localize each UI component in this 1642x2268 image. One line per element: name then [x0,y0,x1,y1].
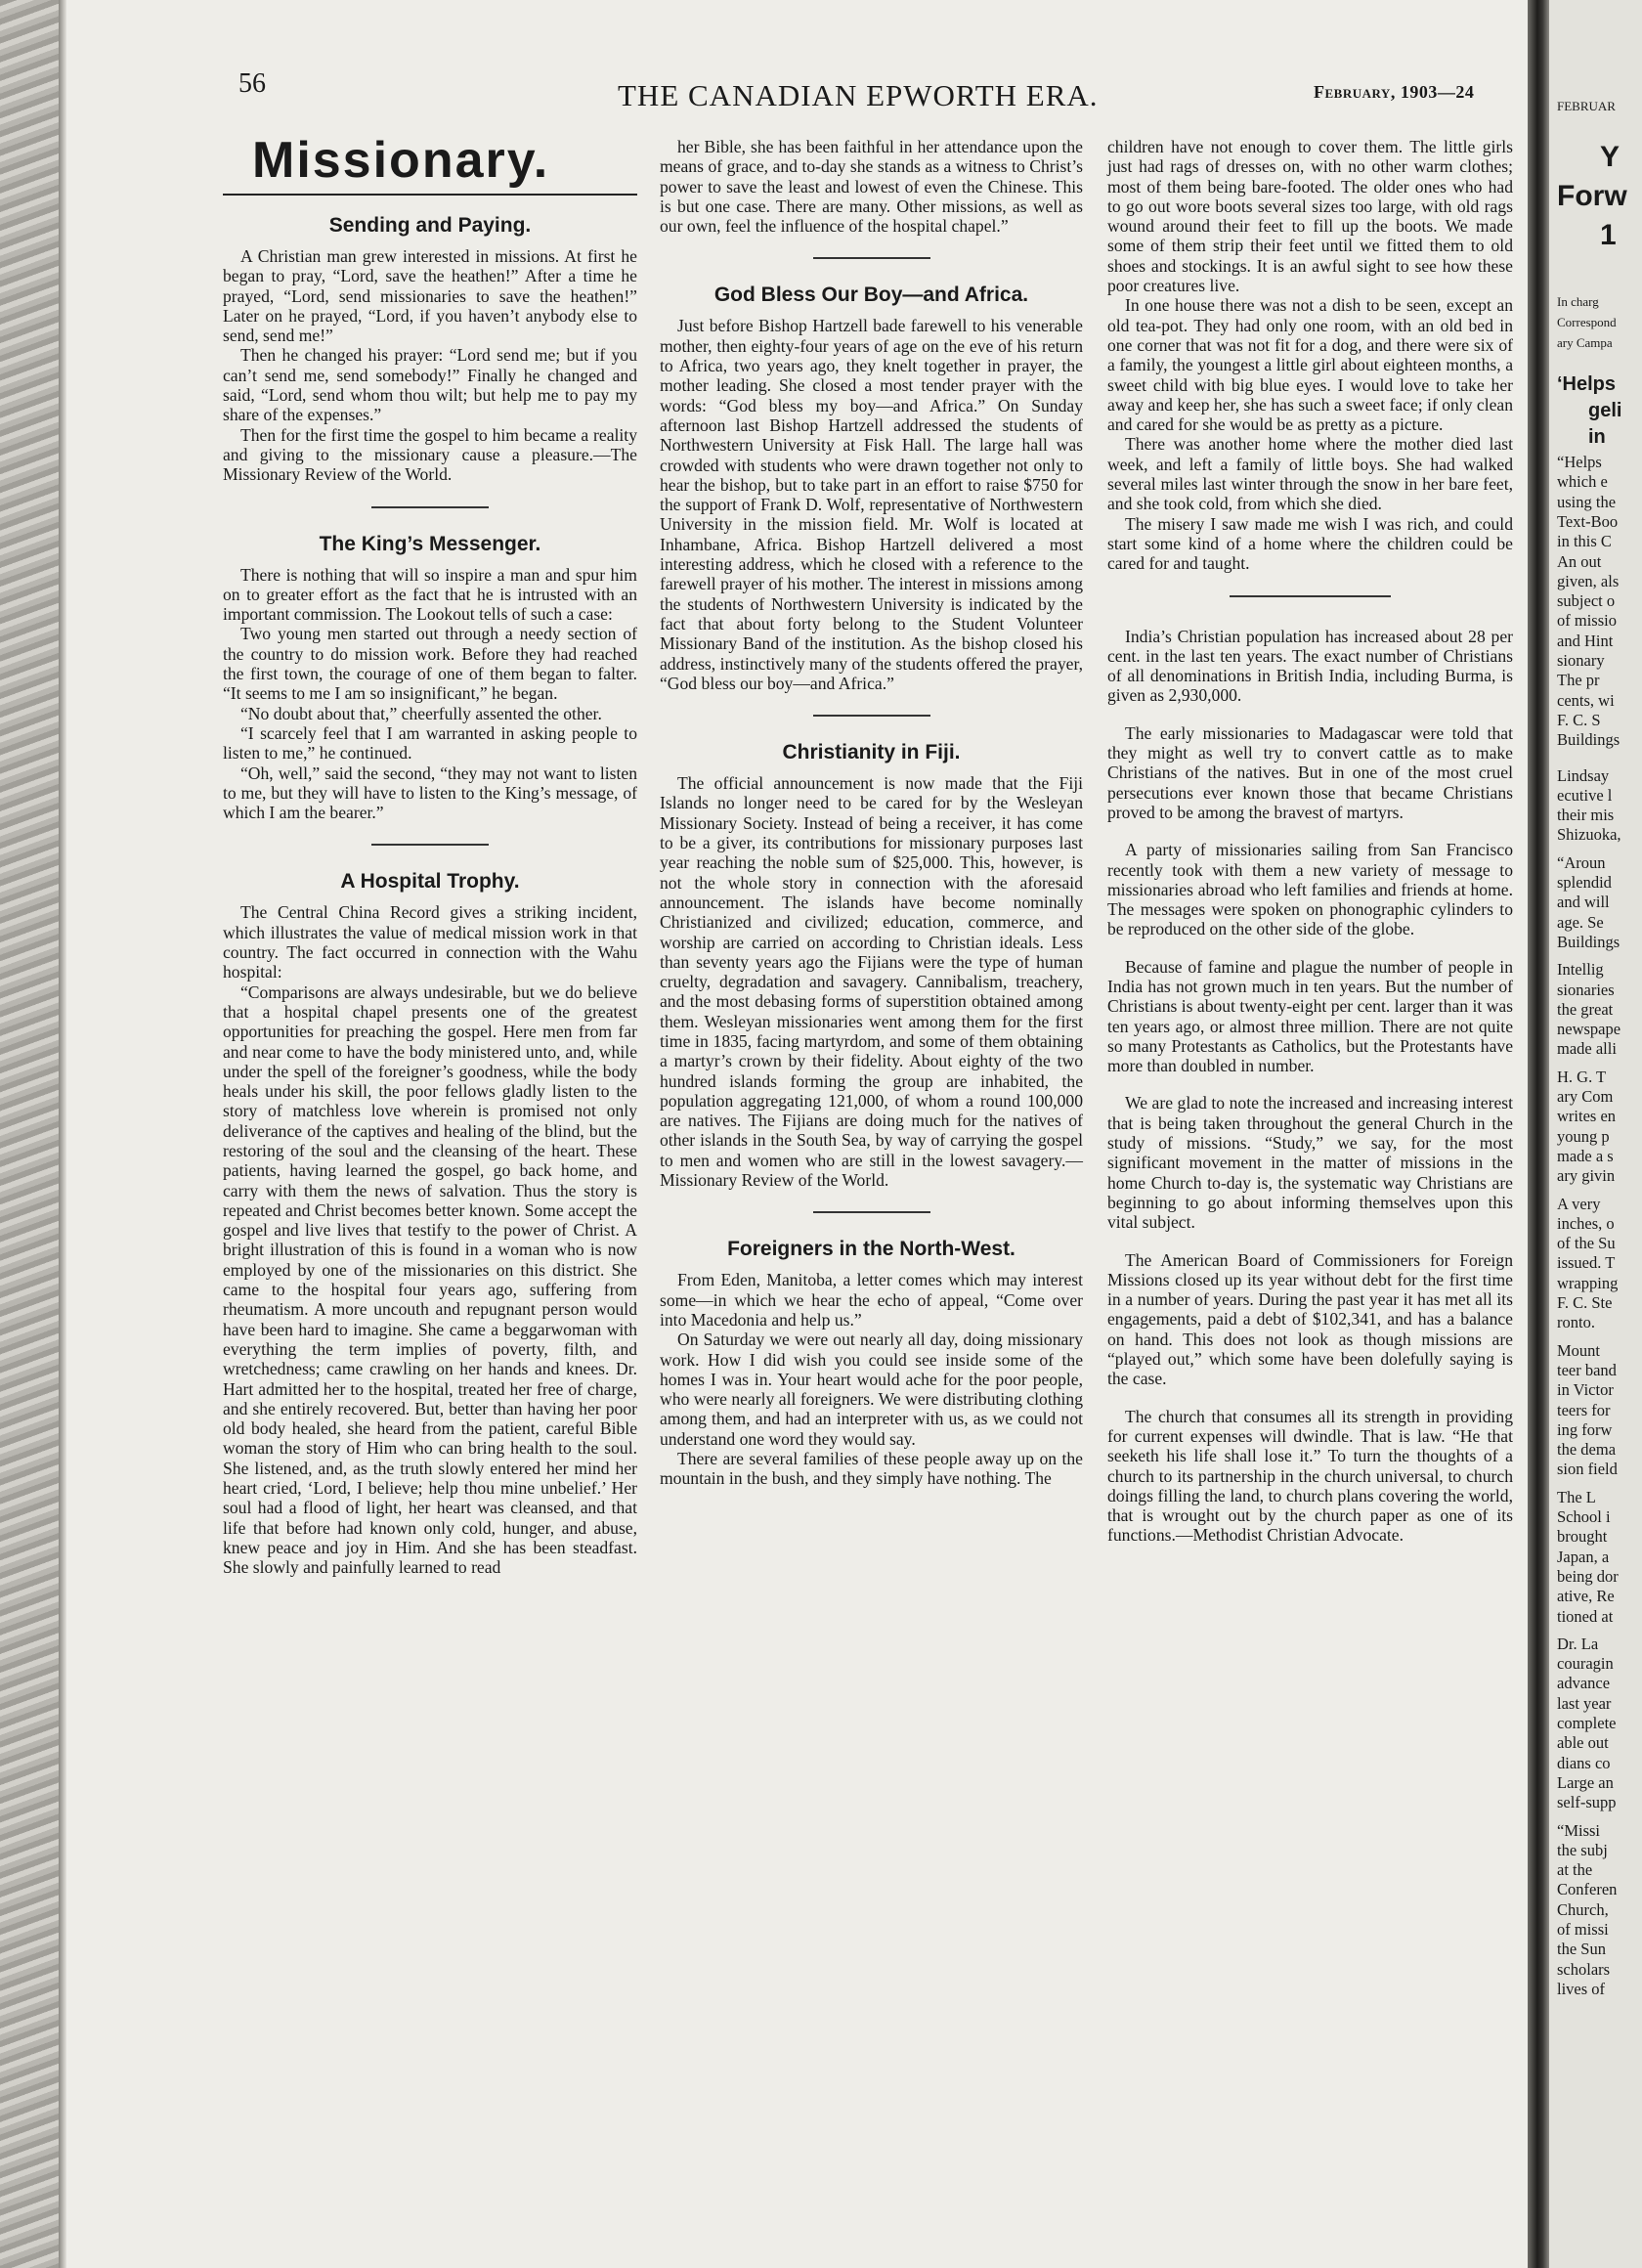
adjacent-line: “Helps [1557,453,1602,471]
article-title: God Bless Our Boy—and Africa. [713,284,1029,307]
adjacent-page [1549,0,1642,2268]
adjacent-line: sion field [1557,1460,1618,1479]
adjacent-line: Intellig [1557,960,1604,980]
news-item: The American Board of Commissioners for Foreign Missions closed up its year without debt for the first time in a number of years. During the past year it has met all its engagements, paid a debt of $102,341, and has a balance on hand. This does not look as though missions are “played out,” which some have been dolefully saying is the case. [1107,1249,1513,1389]
adjacent-line: the great [1557,999,1614,1019]
adjacent-line: brought [1557,1527,1608,1547]
adjacent-line: and Hint [1557,631,1614,650]
adjacent-line: Buildings [1557,730,1620,750]
department-rule [223,194,637,196]
news-item: A party of missionaries sailing from San Francisco recently took with them a new variety of message to missionaries abroad who left families and friends at home. The messages were spoken on phonographic cylinders to be reproduced on the other side of the globe. [1107,840,1513,939]
paragraph: The misery I saw made me wish I was rich, and could start some kind of a home where the children could be cared for and taught. [1107,513,1513,574]
adjacent-subhead: in [1588,426,1606,448]
adjacent-line: their mis [1557,806,1615,825]
journal-title: THE CANADIAN EPWORTH ERA. [618,78,1099,112]
article-separator [813,257,930,259]
adjacent-line: in this C [1557,532,1612,551]
article-body [660,773,1083,1190]
paragraph: “I scarcely feel that I am warranted in asking people to listen to me,” he continued. [223,722,637,763]
adjacent-line: ronto. [1557,1313,1595,1332]
paragraph: children have not enough to cover them. The little girls just had rags of dresses on, with no other warm clothes; most of them being bare-footed. The older ones who had to go out wore boots several sizes too large, with old rags wound around their feet to fill up the boots. We made some of them strip their feet until we fitted them to old shoes and stockings. It is an awful sight to see how these poor creatures live. [1107,137,1513,296]
adjacent-line: subject o [1557,591,1616,611]
paragraph: On Saturday we were out nearly all day, doing missionary work. How I did wish you could see inside some of the homes I was in. Your heart would ache for the poor people, who were nearly all foreigners. We were distributing clothing among them, and had an interpreter with us, as we could not understand one word they would say. [660,1330,1083,1449]
adjacent-title: 1 [1600,219,1617,251]
adjacent-intro: In charg [1557,294,1599,309]
column-1 [223,132,637,1578]
news-item: The early missionaries to Madagascar were told that they might as well try to convert cattle as to make Christians of the natives. But in one of the most cruel persecutions ever known those that became Christians proved to be among the bravest of martyrs. [1107,722,1513,822]
article-separator [371,506,489,508]
adjacent-line: inches, o [1557,1213,1615,1233]
binding-edge [0,0,59,2268]
article-separator [371,844,489,846]
article-separator [813,715,930,717]
adjacent-line: teers for [1557,1400,1611,1419]
paragraph: “Oh, well,” said the second, “they may not want to listen to me, but they will have to listen to the King’s message, of which I am the bearer.” [223,763,637,823]
adjacent-line: at the [1557,1860,1593,1880]
adjacent-line: tioned at [1557,1606,1614,1626]
adjacent-line: able out [1557,1733,1609,1753]
adjacent-line: Conferen [1557,1880,1618,1899]
adjacent-line: being dor [1557,1566,1619,1586]
adjacent-line: “Aroun [1557,852,1606,872]
article-title: Foreigners in the North-West. [727,1238,1015,1261]
adjacent-line: ary Com [1557,1087,1614,1106]
paragraph: In one house there was not a dish to be seen, except an old tea-pot. They had only one room, with an old bed in one corner that was not fit for a dog, and there were six of a family, the youngest a little girl about eighteen months, a sweet child with big blue eyes. I would love to take her away and keep her, she has such a sweet face; if only clean and cared for she would be as pretty as a picture. [1107,295,1514,435]
article-separator [813,1211,930,1213]
section-rule [1230,595,1391,597]
adjacent-line: Japan, a [1557,1547,1610,1566]
adjacent-line: using the [1557,492,1617,511]
adjacent-line: Dr. La [1557,1634,1599,1653]
adjacent-line: newspape [1557,1020,1621,1039]
adjacent-line: teer band [1557,1360,1617,1379]
adjacent-line: F. C. Ste [1557,1293,1613,1312]
adjacent-line: The pr [1557,671,1600,690]
news-item: Because of famine and plague the number of people in India has not grown much in ten years. But the number of Christians is about twenty-eight per cent. larger than it was ten years ago, or almost three million. There are not quite so many Protestants as Catholics, but the Protestants have more than doubled in number. [1107,956,1513,1076]
adjacent-line: given, als [1557,571,1620,590]
adjacent-line: cents, wi [1557,690,1615,710]
article-body [223,565,637,823]
article-body [660,137,1083,236]
adjacent-line: F. C. S [1557,710,1601,729]
story-continuation [1107,137,1513,574]
adjacent-line: advance [1557,1674,1611,1693]
adjacent-line: The L [1557,1487,1596,1506]
adjacent-line: complete [1557,1714,1617,1732]
page-number: 56 [238,68,266,99]
adjacent-title: Y [1600,141,1620,173]
article-title: The King’s Messenger. [319,532,541,555]
adjacent-line: in Victor [1557,1380,1614,1400]
adjacent-header: FEBRUAR [1557,99,1616,113]
adjacent-line: ing forw [1557,1419,1613,1439]
adjacent-line: “Missi [1557,1820,1601,1840]
adjacent-line: the subj [1557,1840,1608,1859]
article-title: Christianity in Fiji. [782,741,961,764]
binding-shadow [59,0,66,2268]
paragraph: The Central China Record gives a striking incident, which illustrates the value of medical mission work in that country. The fact occurred in connection with the Wahu hospital: [223,902,637,982]
column-2 [660,137,1083,1489]
adjacent-line: ecutive l [1557,785,1613,805]
adjacent-line: sionary [1557,651,1605,670]
adjacent-line: of missio [1557,611,1617,631]
adjacent-line: last year [1557,1693,1612,1713]
paragraph: A Christian man grew interested in missions. At first he began to pray, “Lord, save the heathen!” After a time he prayed, “Lord, send missionaries to save the heathen!” Later on he prayed, “Lord, if you haven’t anybody else to send, send me!” [223,246,637,346]
adjacent-line: scholars [1557,1959,1611,1979]
column-1-articles [223,213,637,1578]
article-body [660,1270,1083,1488]
adjacent-line: ative, Re [1557,1587,1615,1606]
article-body [660,316,1083,693]
page-gutter [1528,0,1549,2268]
adjacent-line: Text-Boo [1557,511,1619,531]
adjacent-intro: Correspond [1557,315,1617,329]
adjacent-line: young p [1557,1126,1610,1146]
adjacent-intro: ary Campa [1557,335,1613,350]
paragraph: Then for the first time the gospel to him became a reality and giving to the missionary cause a pleasure.—The Missionary Review of the World. [223,424,637,485]
paragraph: From Eden, Manitoba, a letter comes which may interest some—in which we hear the echo of appeal, “Come over into Macedonia and help us.” [660,1270,1083,1330]
column-2-articles [660,137,1083,1489]
adjacent-line: ary givin [1557,1166,1616,1186]
article-body [223,246,637,485]
column-3 [1107,137,1513,1563]
paragraph: “Comparisons are always undesirable, but we do believe that a hospital chapel presents one of the greatest opportunities for preaching the gospel. Here men from far and near come to have the body ministered unto, and, while under the spell of the foreigner’s goodness, while the body heals under his skill, the poor fellows gladly listen to the story of matchless love wherein is promised not only deliverance of the captives and healing of the blind, but the restoring of the soul and the cleansing of the heart. These patients, having learned the gospel, go back home, and carry with them the news of salvation. Thus the story is repeated and Christ becomes better known. Some accept the gospel and live lives that testify to the power of Christ. A bright illustration of this is found in a woman who is now employed by one of the missionaries on this district. She came to the hospital four years ago, suffering from rheumatism. A more uncouth and repugnant person would have been hard to imagine. She came a beggarwoman with everything the term implies of poverty, filth, and wretchedness; came crawling on her hands and knees. Dr. Hart admitted her to the hospital, treated her free of charge, and she entirely recovered. But, better than having her poor old body healed, she heard from the patient, careful Bible woman the story of Him who can bring health to the soul. She listened, and, as the truth slowly entered her mind her heart cried, ‘Lord, I believe; help thou mine unbelief.’ Her soul had a flood of light, her heart was cleansed, and that life that before had known only cold, hunger, and abuse, knew peace and joy in Him. And she has been steadfast. She slowly and painfully learned to read [223,981,637,1578]
paragraph: There is nothing that will so inspire a man and spur him on to greater effort as the fact that he is intrusted with an important commission. The Lookout tells of such a case: [223,564,637,625]
paragraph: Two young men started out through a needy section of the country to do mission work. Before they had reached the first town, the courage of one of them began to falter. “It seems to me I am so insignificant,” he began. [223,624,637,704]
adjacent-line: writes en [1557,1107,1617,1126]
adjacent-line: which e [1557,472,1608,492]
paragraph: “No doubt about that,” cheerfully assented the other. [240,703,602,723]
news-item: We are glad to note the increased and increasing interest that is being taken throughout the general Church in the study of missions. “Study,” we say, for the most significant movement in the matter of missions in the home Church to-day is, the systematic way Christians are beginning to go about informing themselves upon this vital subject. [1107,1093,1513,1233]
adjacent-subhead: ‘Helps [1557,373,1617,395]
adjacent-line: dians co [1557,1753,1611,1772]
news-item: The church that consumes all its strength in providing for current expenses will dwindle. That is law. “He that seeketh his life shall lose it.” To turn the thoughts of a church to its partnership in the church universal, to church doings filling the land, to church plans covering the world, that is wrought out by the church paper as one of its functions.—Methodist Christian Advocate. [1107,1406,1513,1546]
page-header [238,68,1509,117]
adjacent-line: age. Se [1557,912,1604,932]
adjacent-line: issued. T [1557,1253,1616,1273]
adjacent-line: Mount [1557,1340,1601,1360]
news-items [1107,627,1513,1546]
adjacent-line: Shizuoka, [1557,825,1621,845]
adjacent-line: self-supp [1557,1793,1617,1812]
adjacent-line: Large an [1557,1772,1614,1792]
adjacent-line: couragin [1557,1654,1614,1674]
adjacent-line: sionaries [1557,980,1615,999]
news-item: India’s Christian population has increased about 28 per cent. in the last ten years. The exact number of Christians of all denominations in British India, including Burma, is given as 2,930,000. [1107,626,1513,706]
adjacent-line: Buildings [1557,932,1620,951]
paragraph: Then he changed his prayer: “Lord send me; but if you can’t send me, send somebody!” Finally he changed and said, “Lord, send whom thou wilt; but help me to pay my share of the expenses.” [223,345,637,425]
paragraph: There are several families of these people away up on the mountain in the bush, and they simply have nothing. The [660,1449,1083,1489]
department-title: Missionary. [252,132,550,189]
adjacent-line: Church, [1557,1899,1609,1919]
adjacent-line: H. G. T [1557,1067,1607,1086]
adjacent-line: the dema [1557,1440,1617,1460]
adjacent-line: and will [1557,893,1610,912]
article-body [223,902,637,1577]
adjacent-line: wrapping [1557,1273,1619,1292]
paragraph: her Bible, she has been faithful in her attendance upon the means of grace, and to-day she stands as a witness to Christ’s power to save the least and lowest of even the Chinese. This is but one case. There are many. Other missions, as well as our own, feel the influence of the hospital chapel.” [660,137,1083,237]
adjacent-line: made a s [1557,1146,1614,1165]
adjacent-subhead: geli [1588,400,1622,421]
article-title: A Hospital Trophy. [340,870,520,894]
adjacent-line: the Sun [1557,1940,1606,1959]
paragraph: The official announcement is now made that the Fiji Islands no longer need to be cared for by the Wesleyan Missionary Society. Instead of being a receiver, it has come to be a giver, its contributions for missionary purposes last year reaching the noble sum of $25,000. This, however, is not the whole story in connection with the aforesaid announcement. The islands have become nominally Christianized and civilized; education, commerce, and worship are carried on according to Christian ideals. Less than seventy years ago the Fijians were the type of human cruelty, degradation and savagery. Cannibalism, treachery, and the most debasing forms of superstition obtained among them. Wesleyan missionaries went among them for the first time in 1835, facing martyrdom, and some of them obtaining a martyr’s crown by their fidelity. About eighty of the two hundred islands forming the group are inhabited, the population aggregating 121,000, of whom a round 100,000 are natives. The Fijians are doing much for the natives of other islands in the South Sea, by way of carrying the gospel to men and women who are still in the lowest savagery.—Missionary Review of the World. [660,773,1083,1191]
issue-date: February, 1903—24 [1314,82,1475,102]
adjacent-line: of missi [1557,1920,1609,1939]
paragraph: There was another home where the mother died last week, and left a family of little boys. She had walked several miles last winter through the snow in her bare feet, and she took cold, from which she died. [1107,434,1513,514]
adjacent-line: lives of [1557,1979,1606,1998]
adjacent-line: School i [1557,1507,1611,1526]
adjacent-line: splendid [1557,873,1612,892]
adjacent-line: Lindsay [1557,765,1610,785]
article-title: Sending and Paying. [328,214,532,237]
adjacent-line: A very [1557,1194,1601,1213]
adjacent-line: of the Su [1557,1234,1616,1253]
adjacent-title: Forw [1557,180,1627,212]
paragraph: Just before Bishop Hartzell bade farewell to his venerable mother, then eighty-four years of age on the eve of his return to Africa, two years ago, they knelt together in prayer, the mother leading. She closed a most tender prayer with the words: “God bless my boy—and Africa.” On Sunday afternoon last Bishop Hartzell addressed the students of Northwestern University at Fisk Hall. The large hall was crowded with students who were drawn together not only to hear the bishop, but to take part in an effort to raise $750 for the support of Frank D. Wolf, representative of Northwestern University in the mission field. Mr. Wolf is located at Inhambane, Africa. Bishop Hartzell delivered a most interesting address, which he closed with a reference to the farewell prayer of his mother. The interest in missions among the students of Northwestern University is indicated by the fact that about forty belong to the Student Volunteer Missionary Band of the institution. As the bishop closed his address, instinctively many of the students offered the prayer, “God bless our boy—and Africa.” [660,316,1083,693]
adjacent-line: made alli [1557,1039,1617,1059]
adjacent-line: An out [1557,551,1602,571]
